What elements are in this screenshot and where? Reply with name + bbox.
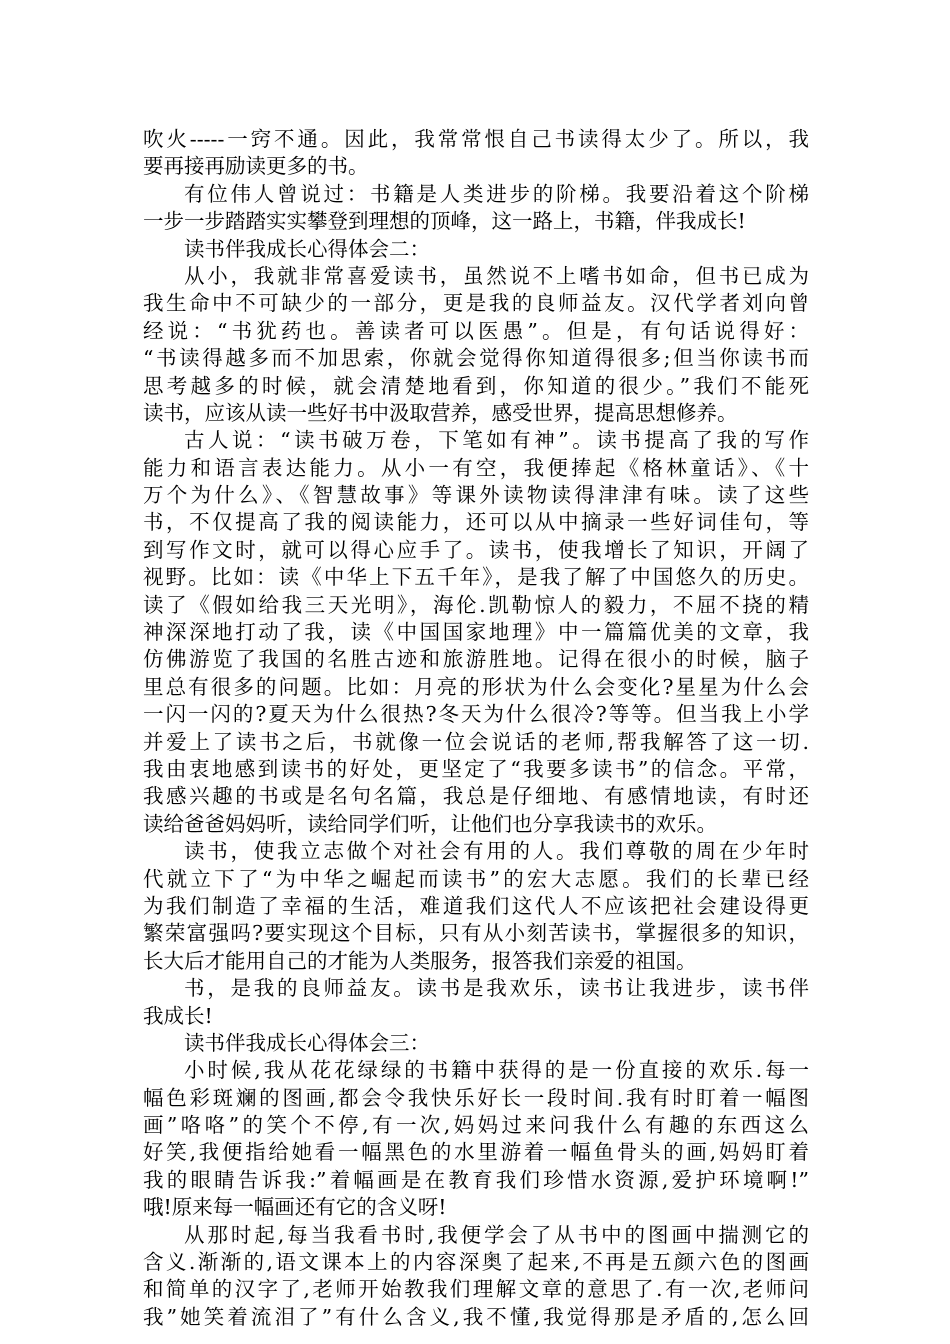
paragraph-line: 视野。比如：读《中华上下五千年》，是我了解了中国悠久的历史。 [143, 565, 809, 590]
paragraph-line: 一步一步踏踏实实攀登到理想的顶峰，这一路上，书籍，伴我成长! [143, 209, 746, 234]
paragraph-line: 能力和语言表达能力。从小一有空，我便捧起《格林童话》、《十 [143, 455, 809, 480]
paragraph-line: 读了《假如给我三天光明》，海伦.凯勒惊人的毅力，不屈不挠的精 [143, 592, 809, 617]
paragraph-line: 书，不仅提高了我的阅读能力，还可以从中摘录一些好词佳句，等 [143, 510, 809, 535]
paragraph-line: 到写作文时，就可以得心应手了。读书，使我增长了知识，开阔了 [143, 537, 809, 562]
paragraph-line: 和简单的汉字了,老师开始教我们理解文章的意思了.有一次,老师问 [143, 1277, 809, 1302]
paragraph-line: 我生命中不可缺少的一部分，更是我的良师益友。汉代学者刘向曾 [143, 291, 809, 316]
paragraph-line: 一闪一闪的?夏天为什么很热?冬天为什么很冷?等等。但当我上小学 [143, 702, 809, 727]
paragraph-line: 我的眼睛告诉我:”着幅画是在教育我们珍惜水资源,爱护环境啊!” [143, 1167, 809, 1192]
paragraph-line: 画”咯咯”的笑个不停,有一次,妈妈过来问我什么有趣的东西这么 [143, 1113, 809, 1138]
paragraph-line: 哦!原来每一幅画还有它的含义呀! [143, 1195, 447, 1220]
paragraph-line: 经说：“书犹药也。善读者可以医愚”。但是，有句话说得好： [143, 318, 809, 343]
paragraph-first-line: 从那时起,每当我看书时,我便学会了从书中的图画中揣测它的 [184, 1222, 809, 1247]
paragraph-first-line: 书，是我的良师益友。读书是我欢乐，读书让我进步，读书伴 [184, 976, 809, 1001]
paragraph-first-line: 有位伟人曾说过：书籍是人类进步的阶梯。我要沿着这个阶梯 [184, 181, 809, 206]
paragraph-first-line: 小时候,我从花花绿绿的书籍中获得的是一份直接的欢乐.每一 [184, 1058, 809, 1083]
paragraph-line: 并爱上了读书之后，书就像一位会说话的老师,帮我解答了这一切. [143, 729, 809, 754]
document-body [143, 126, 809, 1331]
paragraph-line: 含义.渐渐的,语文课本上的内容深奥了起来,不再是五颜六色的图画 [143, 1250, 809, 1275]
paragraph-first-line: 读书伴我成长心得体会二： [184, 236, 430, 261]
paragraph-line: 长大后才能用自己的才能为人类服务，报答我们亲爱的祖国。 [143, 948, 697, 973]
paragraph-line: 万个为什么》、《智慧故事》等课外读物读得津津有味。读了这些 [143, 483, 809, 508]
paragraph-first-line: 读书，使我立志做个对社会有用的人。我们尊敬的周在少年时 [184, 839, 809, 864]
paragraph-line: 神深深地打动了我，读《中国国家地理》中一篇篇优美的文章，我 [143, 620, 809, 645]
paragraph-line: 我由衷地感到读书的好处，更坚定了“我要多读书”的信念。平常， [143, 756, 809, 781]
paragraph-line: 繁荣富强吗?要实现这个目标，只有从小刻苦读书，掌握很多的知识， [143, 921, 809, 946]
paragraph-line: 思考越多的时候，就会清楚地看到，你知道的很少。”我们不能死 [143, 373, 809, 398]
paragraph-line: 吹火-----一窍不通。因此，我常常恨自己书读得太少了。所以，我 [143, 127, 809, 151]
paragraph-first-line: 古人说：“读书破万卷，下笔如有神”。读书提高了我的写作 [184, 428, 809, 453]
paragraph-line: 里总有很多的问题。比如：月亮的形状为什么会变化?星星为什么会 [143, 674, 809, 699]
paragraph-line: 读给爸爸妈妈听，读给同学们听，让他们也分享我读书的欢乐。 [143, 811, 717, 836]
paragraph-line: 幅色彩斑斓的图画,都会令我快乐好长一段时间.我有时盯着一幅图 [143, 1085, 809, 1110]
paragraph-line: 为我们制造了幸福的生活，难道我们这代人不应该把社会建设得更 [143, 893, 809, 918]
paragraph-line: “书读得越多而不加思索，你就会觉得你知道得很多;但当你读书而 [143, 346, 809, 371]
paragraph-line: 我”她笑着流泪了”有什么含义,我不懂,我觉得那是矛盾的,怎么回 [143, 1304, 809, 1329]
paragraph-line: 仿佛游览了我国的名胜古迹和旅游胜地。记得在很小的时候，脑子 [143, 647, 809, 672]
paragraph-first-line: 从小，我就非常喜爱读书，虽然说不上嗜书如命，但书已成为 [184, 263, 809, 288]
paragraph-line: 代就立下了“为中华之崛起而读书”的宏大志愿。我们的长辈已经 [143, 866, 809, 891]
paragraph-line: 要再接再励读更多的书。 [143, 154, 369, 179]
paragraph-line: 我感兴趣的书或是名句名篇，我总是仔细地、有感情地读，有时还 [143, 784, 809, 809]
paragraph-line: 我成长! [143, 1003, 213, 1028]
paragraph-first-line: 读书伴我成长心得体会三： [184, 1030, 430, 1055]
paragraph-line: 好笑,我便指给她看一幅黑色的水里游着一幅鱼骨头的画,妈妈盯着 [143, 1140, 809, 1165]
paragraph-line: 读书，应该从读一些好书中汲取营养，感受世界，提高思想修养。 [143, 400, 738, 425]
